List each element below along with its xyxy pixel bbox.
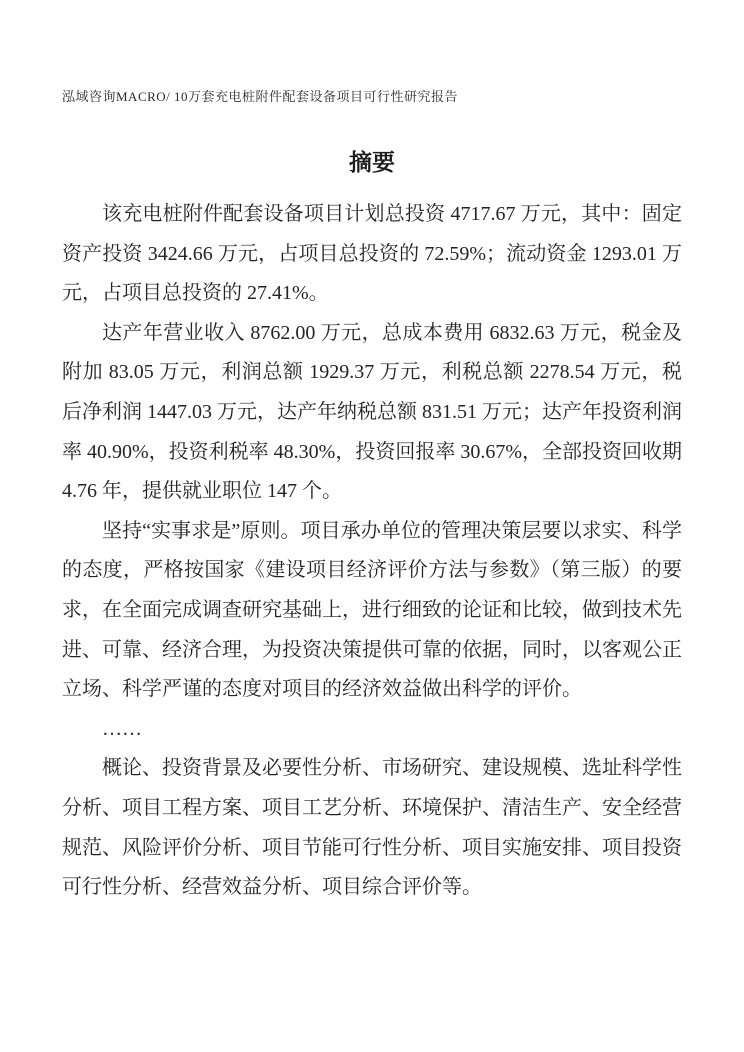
paragraph-principles: 坚持“实事求是”原则。项目承办单位的管理决策层要以求实、科学的态度，严格按国家《建设项目经济评价方法与参数》（第三版）的要求，在全面完成调查研究基础上，进行细致的论证和比较，做到技术先进、可靠、经济合理，为投资决策提供可靠的依据，同时，以客观公正立场、科学严谨的态度对项目的经济效益做出科学的评价。 bbox=[62, 519, 682, 701]
paragraph-report-contents: 概论、投资背景及必要性分析、市场研究、建设规模、选址科学性分析、项目工程方案、项目工艺分析、环境保护、清洁生产、安全经营规范、风险评价分析、项目节能可行性分析、项目实施安排、项目投资可行性分析、经营效益分析、项目综合评价等。 bbox=[62, 757, 682, 899]
page-title: 摘要 bbox=[349, 150, 395, 175]
paragraph-total-investment: 该充电桩附件配套设备项目计划总投资 4717.67 万元，其中：固定资产投资 3424.66 万元，占项目总投资的 72.59%；流动资金 1293.01 万元，占项目总投资的 27.41%。 bbox=[62, 203, 682, 305]
document-body bbox=[62, 195, 682, 908]
paragraph-financial-indicators: 达产年营业收入 8762.00 万元，总成本费用 6832.63 万元，税金及附加 83.05 万元，利润总额 1929.37 万元，利税总额 2278.54 万元，税后净利润 1447.03 万元，达产年纳税总额 831.51 万元；达产年投资利润率 40.90%，投资利税率 48.30%，投资回报率 30.67%，全部投资回收期 4.76 年，提供就业职位 147 个。 bbox=[62, 321, 682, 503]
paragraph-ellipsis: …… bbox=[102, 717, 142, 740]
running-header: 泓域咨询MACRO/ 10万套充电桩附件配套设备项目可行性研究报告 bbox=[62, 89, 459, 104]
